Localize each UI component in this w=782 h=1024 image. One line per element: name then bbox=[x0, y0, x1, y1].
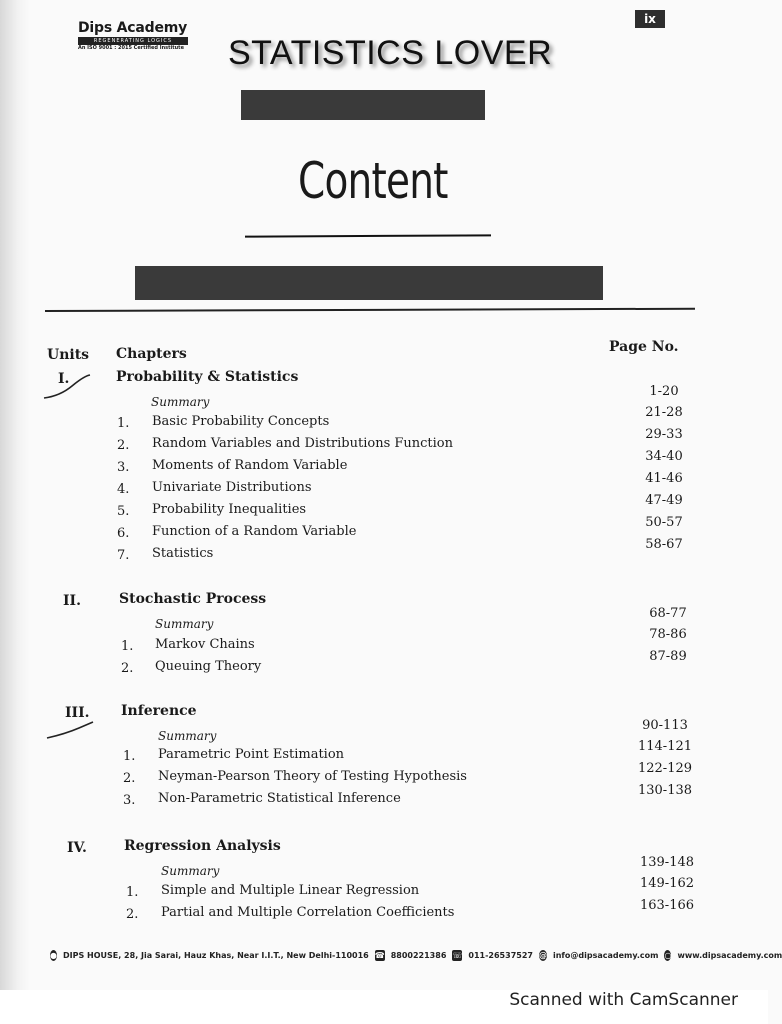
content-heading: Content bbox=[298, 152, 448, 210]
chapter-page-range: 78-86 bbox=[649, 627, 687, 642]
logo-name: Dips Academy bbox=[78, 20, 188, 36]
chapter-number: 6. bbox=[117, 526, 130, 541]
chapter-title: Basic Probability Concepts bbox=[152, 414, 330, 429]
redaction-bar bbox=[135, 266, 603, 300]
telephone-icon: ☏ bbox=[452, 950, 463, 960]
chapter-title: Random Variables and Distributions Function bbox=[152, 436, 453, 451]
chapter-page-range: 34-40 bbox=[645, 449, 683, 464]
footer-address: DIPS HOUSE, 28, Jia Sarai, Hauz Khas, Near I.I.T., New Delhi-110016 bbox=[62, 950, 369, 960]
unit-title: Inference bbox=[121, 703, 197, 719]
chapter-number: 2. bbox=[117, 438, 130, 453]
chapter-page-range: 163-166 bbox=[639, 898, 695, 913]
summary-label: Summary bbox=[155, 617, 214, 631]
summary-label: Summary bbox=[151, 395, 210, 409]
email-icon: @ bbox=[538, 950, 547, 960]
unit-title: Stochastic Process bbox=[119, 591, 267, 607]
chapter-title: Non-Parametric Statistical Inference bbox=[158, 791, 401, 806]
page-edge-shadow bbox=[0, 0, 30, 1000]
logo-iso-text: An ISO 9001 : 2015 Certified Institute bbox=[78, 45, 184, 51]
chapter-page-range: 29-33 bbox=[645, 427, 683, 442]
chapter-title: Probability Inequalities bbox=[152, 502, 307, 517]
academy-logo bbox=[78, 20, 188, 51]
chapter-page-range: 58-67 bbox=[645, 537, 683, 552]
chapter-page-range: 149-162 bbox=[639, 876, 695, 891]
page-no-column-header: Page No. bbox=[609, 339, 679, 355]
footer-website: www.dipsacademy.com bbox=[677, 950, 782, 960]
chapter-number: 1. bbox=[121, 639, 134, 654]
unit-number: III. bbox=[65, 705, 90, 721]
mobile-icon: ☎ bbox=[374, 950, 385, 960]
chapter-page-range: 130-138 bbox=[637, 783, 693, 798]
chapter-number: 3. bbox=[123, 793, 136, 808]
footer-mobile: 8800221386 bbox=[390, 950, 447, 960]
chapter-title: Partial and Multiple Correlation Coefficients bbox=[161, 905, 455, 920]
chapter-number: 1. bbox=[126, 885, 139, 900]
chapter-title: Statistics bbox=[152, 546, 214, 561]
scanner-watermark: Scanned with CamScanner bbox=[509, 990, 738, 1010]
chapter-number: 7. bbox=[117, 548, 130, 563]
page-number-tag: ix bbox=[635, 10, 665, 28]
summary-page-range: 90-113 bbox=[642, 718, 688, 733]
summary-page-range: 68-77 bbox=[649, 606, 687, 621]
footer-email: info@dipsacademy.com bbox=[552, 950, 659, 960]
chapter-page-range: 21-28 bbox=[645, 405, 683, 420]
pen-tick-mark bbox=[45, 720, 95, 744]
unit-title: Probability & Statistics bbox=[116, 369, 299, 385]
unit-number: II. bbox=[63, 593, 81, 609]
chapter-title: Queuing Theory bbox=[155, 659, 262, 674]
unit-title: Regression Analysis bbox=[124, 838, 281, 854]
chapter-page-range: 47-49 bbox=[645, 493, 683, 508]
summary-label: Summary bbox=[158, 729, 217, 743]
chapter-number: 5. bbox=[117, 504, 130, 519]
chapter-page-range: 114-121 bbox=[637, 739, 693, 754]
chapter-number: 1. bbox=[117, 416, 130, 431]
chapters-column-header: Chapters bbox=[116, 346, 187, 362]
heading-underline bbox=[245, 234, 491, 237]
chapter-number: 2. bbox=[126, 907, 139, 922]
chapter-title: Univariate Distributions bbox=[152, 480, 312, 495]
footer-phone: 011-26537527 bbox=[468, 950, 533, 960]
chapter-number: 4. bbox=[117, 482, 130, 497]
summary-page-range: 139-148 bbox=[639, 855, 695, 870]
chapter-number: 2. bbox=[123, 771, 136, 786]
globe-icon: ○ bbox=[664, 950, 672, 960]
section-divider bbox=[45, 308, 695, 312]
redaction-bar bbox=[241, 90, 485, 120]
chapter-title: Markov Chains bbox=[155, 637, 255, 652]
unit-number: I. bbox=[58, 371, 70, 387]
chapter-page-range: 50-57 bbox=[645, 515, 683, 530]
unit-number: IV. bbox=[67, 840, 87, 856]
chapter-title: Neyman-Pearson Theory of Testing Hypothesis bbox=[158, 769, 467, 784]
chapter-number: 3. bbox=[117, 460, 130, 475]
chapter-number: 2. bbox=[121, 661, 134, 676]
chapter-title: Parametric Point Estimation bbox=[158, 747, 345, 762]
chapter-number: 1. bbox=[123, 749, 136, 764]
units-column-header: Units bbox=[47, 347, 90, 363]
chapter-page-range: 41-46 bbox=[645, 471, 683, 486]
chapter-title: Function of a Random Variable bbox=[152, 524, 357, 539]
location-pin-icon: ● bbox=[50, 950, 57, 960]
footer-contact-bar bbox=[50, 942, 782, 968]
logo-tagline: REGENERATING LOGICS bbox=[78, 37, 188, 45]
chapter-page-range: 122-129 bbox=[637, 761, 693, 776]
chapter-title: Simple and Multiple Linear Regression bbox=[161, 883, 420, 898]
summary-page-range: 1-20 bbox=[649, 384, 679, 399]
chapter-page-range: 87-89 bbox=[649, 649, 687, 664]
brand-title: STATISTICS LOVER bbox=[228, 34, 553, 72]
summary-label: Summary bbox=[161, 864, 220, 878]
chapter-title: Moments of Random Variable bbox=[152, 458, 348, 473]
